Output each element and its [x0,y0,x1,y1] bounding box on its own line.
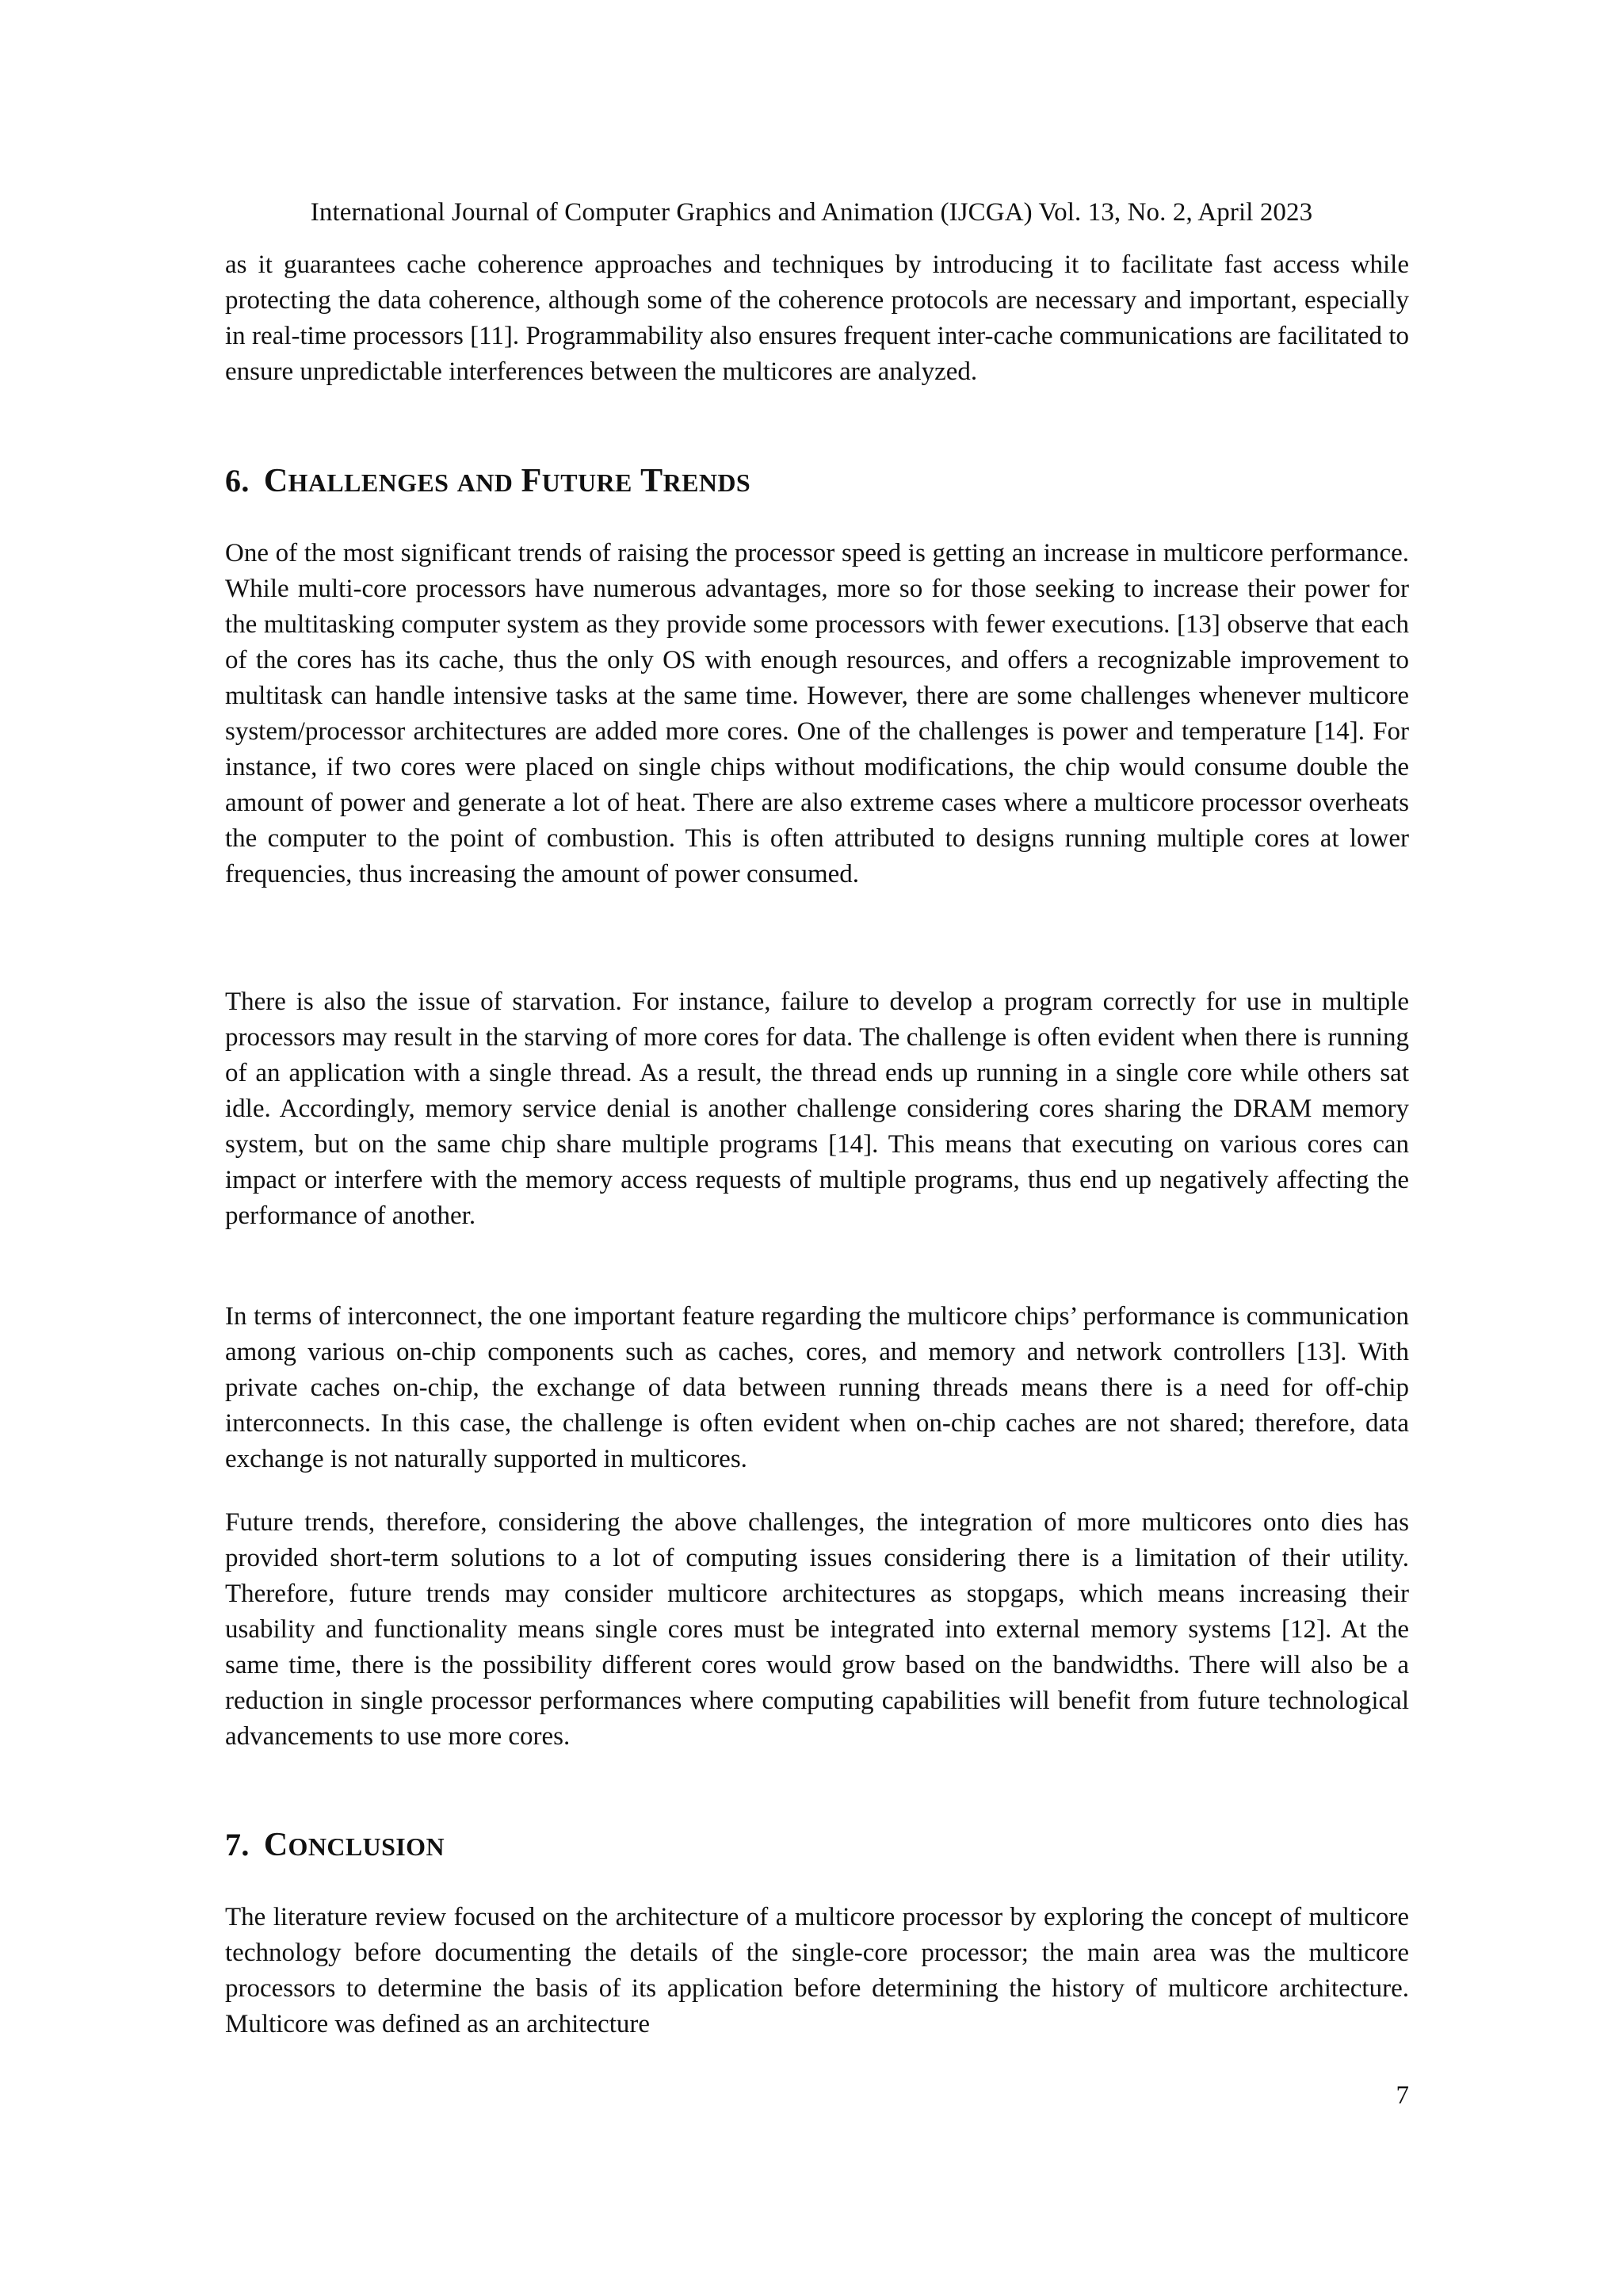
section-number: 6. [225,463,250,499]
paragraph-conclusion: The literature review focused on the architecture of a multicore processor by exploring the concept of multicore technology before documenting the details of the single-core processor; the main area was the multicore processors to determine the basis of its application before determining the history of multicore architecture. Multicore was defined as an architecture [225,1903,1409,2038]
running-header: International Journal of Computer Graphics and Animation (IJCGA) Vol. 13, No. 2, April 2023 [310,198,1313,227]
section-heading-conclusion: 7. CONCLUSION [225,1827,445,1863]
paragraph-challenges-starvation: There is also the issue of starvation. For instance, failure to develop a program correctly for use in multiple processors may result in the starving of more cores for data. The challenge is often evident when there is running of an application with a single thread. As a result, the thread ends up running in a single core while others sat idle. Accordingly, memory service denial is another challenge considering cores sharing the DRAM memory system, but on the same chip share multiple programs [14]. This means that executing on various cores can impact or interfere with the memory access requests of multiple programs, thus end up negatively affecting the performance of another. [225,988,1409,1230]
paragraph-future-trends: Future trends, therefore, considering the above challenges, the integration of more multicores onto dies has provided short-term solutions to a lot of computing issues considering there is a limitation of their utility. Therefore, future trends may consider multicore architectures as stopgaps, which means increasing their usability and functionality means single cores must be integrated into external memory systems [12]. At the same time, there is the possibility different cores would grow based on the bandwidths. There will also be a reduction in single processor performances where computing capabilities will benefit from future technological advancements to use more cores. [225,1508,1409,1751]
section-number: 7. [225,1827,250,1862]
paragraph-intro-continuation: as it guarantees cache coherence approaches and techniques by introducing it to facilitate fast access while protecting the data coherence, although some of the coherence protocols are necessary and important, especially in real-time processors [11]. Programmability also ensures frequent inter-cache communications are facilitated to ensure unpredictable interferences between the multicores are analyzed. [225,250,1409,386]
page-number: 7 [1396,2081,1409,2110]
section-heading-challenges: 6. CHALLENGES AND FUTURE TRENDS [225,463,751,499]
paragraph-challenges-interconnect: In terms of interconnect, the one important feature regarding the multicore chips’ performance is communication among various on-chip components such as caches, cores, and memory and network controllers [13]. With private caches on-chip, the exchange of data between running threads means there is a need for off-chip interconnects. In this case, the challenge is often evident when on-chip caches are not shared; therefore, data exchange is not naturally supported in multicores. [225,1302,1409,1473]
paragraph-challenges-power: One of the most significant trends of raising the processor speed is getting an increase in multicore performance. While multi-core processors have numerous advantages, more so for those seeking to increase their power for the multitasking computer system as they provide some processors with fewer executions. [13] observe that each of the cores has its cache, thus the only OS with enough resources, and offers a recognizable improvement to multitask can handle intensive tasks at the same time. However, there are some challenges whenever multicore system/processor architectures are added more cores. One of the challenges is power and temperature [14]. For instance, if two cores were placed on single chips without modifications, the chip would consume double the amount of power and generate a lot of heat. There are also extreme cases where a multicore processor overheats the computer to the point of combustion. This is often attributed to designs running multiple cores at lower frequencies, thus increasing the amount of power consumed. [225,539,1409,888]
